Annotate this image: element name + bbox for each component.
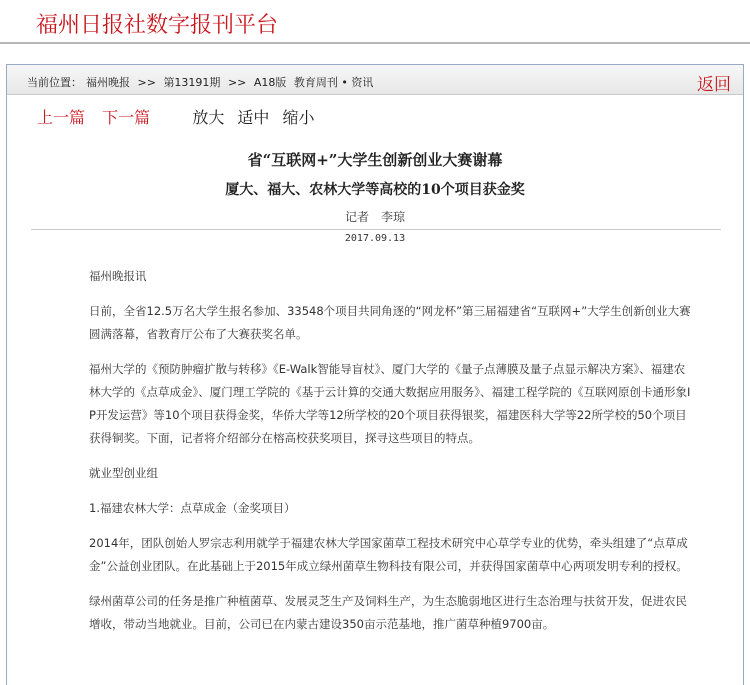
site-title: 福州日报社数字报刊平台 <box>36 13 279 38</box>
paragraph: 福州晚报讯 <box>89 269 147 283</box>
article-date: 2017.09.13 <box>344 233 406 244</box>
paragraph: 2014年，团队创始人罗宗志利用就学于福建农林大学国家菌草工程技术研究中心草学专业的优势，牵头组建了“点草成金”公益创业团队。在此基础上于2015年成立绿州菌草生物科技有限公司，并获得国家菌草中心两项发明专利的授权。 <box>89 536 688 573</box>
header-divider <box>0 42 750 44</box>
zoom-out-button[interactable]: 缩小 <box>282 108 315 127</box>
zoom-fit-button[interactable]: 适中 <box>237 108 270 127</box>
article-title: 省“互联网+”大学生创新创业大赛谢幕 <box>247 151 503 169</box>
author-label: 记者 <box>344 210 369 224</box>
author-name: 李琼 <box>381 210 406 224</box>
breadcrumb-paper-link[interactable]: 福州晚报 <box>86 76 130 89</box>
breadcrumb-section: 教育周刊 • 资讯 <box>293 76 374 89</box>
back-button[interactable]: 返回 <box>697 75 731 95</box>
breadcrumb-path <box>27 74 377 90</box>
paragraph: 日前，全省12.5万名大学生报名参加、33548个项目共同角逐的“网龙杯”第三届福建省“互联网+”大学生创新创业大赛圆满落幕，省教育厅公布了大赛获奖名单。 <box>89 304 691 341</box>
paragraph: 绿州菌草公司的任务是推广种植菌草、发展灵芝生产及饲料生产，为生态脆弱地区进行生态治理与扶贫开发，促进农民增收，带动当地就业。目前，公司已在内蒙古建设350亩示范基地，推广菌草种植9700亩。 <box>89 594 687 631</box>
next-article-link[interactable]: 下一篇 <box>102 108 151 127</box>
paragraph: 就业型创业组 <box>89 466 158 480</box>
breadcrumb-page-link[interactable]: A18版 <box>253 76 287 89</box>
breadcrumb-issue-link[interactable]: 第13191期 <box>163 76 221 89</box>
prev-article-link[interactable]: 上一篇 <box>37 108 86 127</box>
title-divider <box>31 229 721 230</box>
paragraph: 1.福建农林大学：点草成金（金奖项目） <box>89 501 296 515</box>
breadcrumb-separator: >> <box>137 76 156 89</box>
breadcrumb-prefix: 当前位置： <box>27 76 82 89</box>
article-body <box>89 265 695 648</box>
article-subtitle: 厦大、福大、农林大学等高校的10个项目获金奖 <box>225 182 525 198</box>
zoom-in-button[interactable]: 放大 <box>192 108 225 127</box>
article-byline <box>7 208 743 225</box>
paragraph: 福州大学的《预防肿瘤扩散与转移》《E-Walk智能导盲杖》、厦门大学的《量子点薄膜及量子点显示解决方案》、福建农林大学的《点草成金》、厦门理工学院的《基于云计算的交通大数据应用服务》、福建工程学院的《互联网原创卡通形象IP开发运营》等10个项目获得金奖，华侨大学等12所学校的20个项目获得银奖，福建医科大学等22所学校的50个项目获得铜奖。下面，记者将介绍部分在榕高校获奖项目，探寻这些项目的特点。 <box>89 362 691 445</box>
article-toolbar <box>37 105 323 129</box>
breadcrumb-separator: >> <box>227 76 247 89</box>
site-header <box>0 0 750 42</box>
article-frame <box>6 64 744 685</box>
breadcrumb <box>7 65 743 95</box>
